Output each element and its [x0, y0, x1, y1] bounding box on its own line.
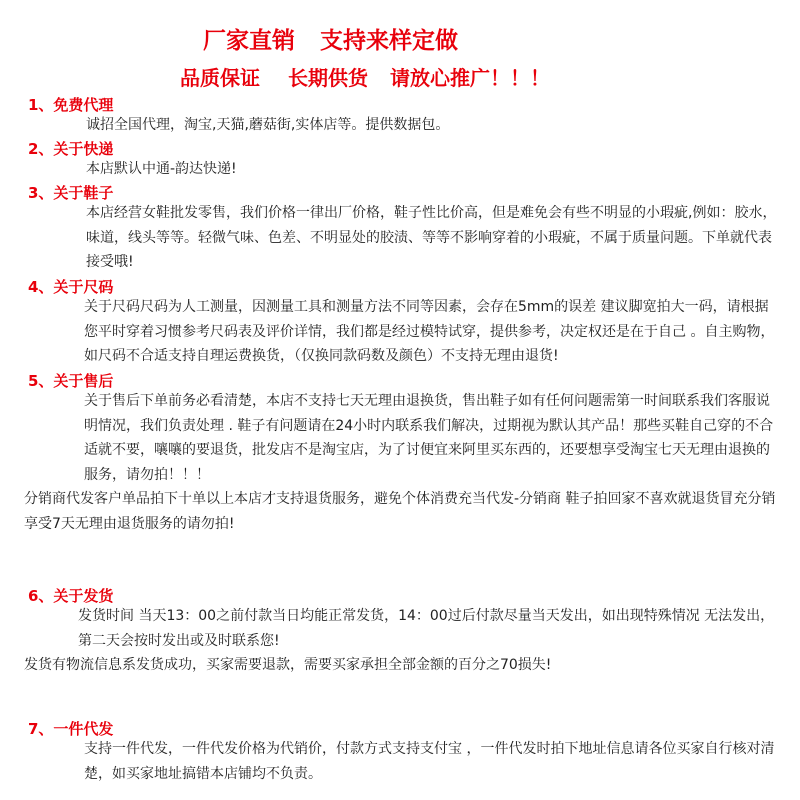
headline-supply: 长期供货 — [288, 66, 368, 90]
headline-quality: 品质保证 — [180, 66, 260, 90]
section-title-size: 4、关于尺码 — [28, 278, 114, 296]
section-body-express — [24, 157, 780, 182]
section-paragraph: 诚招全国代理，淘宝,天猫,蘑菇街,实体店等。提供数据包。 — [86, 117, 450, 133]
section-body-after-sale — [24, 389, 780, 536]
section-title-express: 2、关于快递 — [28, 140, 114, 158]
section-title-shoes: 3、关于鞋子 — [28, 184, 114, 202]
section-paragraph: 发货时间 当天13：00之前付款当日均能正常发货，14：00过后付款尽量当天发出，如出现特殊情况 无法发出，第二天会按时发出或及时联系您! — [78, 608, 775, 649]
section-paragraph: 本店经营女鞋批发零售，我们价格一律出厂价格，鞋子性比价高，但是难免会有些不明显的小瑕疵,例如：胶水，味道，线头等等。轻微气味、色差、不明显处的胶渍、等等不影响穿着的小瑕疵，不属于质量问题。下单就代表接受哦! — [86, 205, 777, 270]
section-paragraph: 关于尺码尺码为人工测量，因测量工具和测量方法不同等因素，会存在5mm的误差 建议脚宽拍大一码，请根据您平时穿着习惯参考尺码表及评价详情，我们都是经过模特试穿，提供参考，决定权还是在于自己 。自主购物，如尺码不合适支持自理运费换货，（仅换同款码数及颜色）不支持无理由退货! — [84, 299, 775, 364]
section-body-shoes — [24, 201, 780, 275]
section-body-shipping — [24, 604, 780, 678]
section-paragraph: 关于售后下单前务必看清楚，本店不支持七天无理由退换货，售出鞋子如有任何问题需第一时间联系我们客服说明情况，我们负责处理 . 鞋子有问题请在24小时内联系我们解决，过期视为默认其产品！那些买鞋自己穿的不合适就不要，嚷嚷的要退货，批发店不是淘宝店，为了讨便宜来阿里买东西的，还要想享受淘宝七天无理由退换的服务，请勿拍！！！ — [84, 393, 774, 483]
section-paragraph: 分销商代发客户单品拍下十单以上本店才支持退货服务，避免个体消费充当代发-分销商 鞋子拍回家不喜欢就退货冒充分销享受7天无理由退货服务的请勿拍! — [24, 491, 776, 532]
section-body-size — [24, 295, 780, 369]
section-title-free-agent: 1、免费代理 — [28, 96, 114, 114]
section-title-shipping: 6、关于发货 — [28, 587, 114, 605]
section-paragraph: 本店默认中通-韵达快递! — [86, 161, 237, 177]
headline-direct-sale: 厂家直销 — [203, 27, 295, 54]
headline-promote: 请放心推广！！！ — [390, 66, 550, 90]
section-body-dropship — [24, 737, 780, 786]
headline-custom-order: 支持来样定做 — [320, 27, 458, 54]
section-title-dropship: 7、一件代发 — [28, 720, 114, 738]
section-body-free-agent — [24, 113, 780, 138]
section-paragraph: 支持一件代发，一件代发价格为代销价，付款方式支持支付宝 ，一件代发时拍下地址信息请各位买家自行核对清楚，如买家地址搞错本店铺均不负责。 — [84, 741, 775, 782]
section-title-after-sale: 5、关于售后 — [28, 372, 114, 390]
section-paragraph: 发货有物流信息系发货成功，买家需要退款，需要买家承担全部金额的百分之70损失! — [24, 657, 552, 673]
